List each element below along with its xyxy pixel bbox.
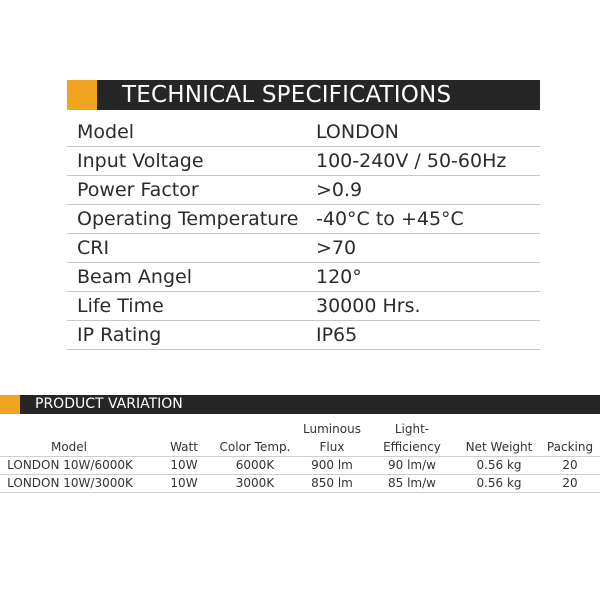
column-header-watt: Watt: [170, 440, 198, 454]
technical-specifications-title: TECHNICAL SPECIFICATIONS: [122, 82, 452, 108]
spec-label: Model: [77, 121, 135, 143]
spec-row-ip-rating: [67, 321, 540, 350]
cell-net-weight: 0.56 kg: [476, 458, 522, 472]
column-header-light-efficiency: Light- Efficiency: [383, 422, 441, 454]
spec-value: IP65: [316, 324, 358, 346]
header-accent-block: [0, 395, 20, 414]
header-accent-block: [67, 80, 97, 110]
cell-light-efficiency: 85 lm/w: [388, 476, 436, 490]
technical-specifications-header: [67, 80, 540, 110]
spec-value: LONDON: [316, 121, 399, 143]
spec-label: Beam Angel: [77, 266, 192, 288]
column-header-model: Model: [50, 440, 88, 454]
spec-row-model: [67, 118, 540, 147]
product-variation-header: [0, 395, 600, 414]
technical-specifications-table: [67, 118, 540, 350]
column-header-packing: Packing: [546, 440, 594, 454]
column-header-luminous-flux: Luminous Flux: [303, 422, 361, 454]
spec-label: Operating Temperature: [77, 208, 299, 230]
cell-color-temp: 3000K: [235, 476, 275, 490]
spec-row-input-voltage: [67, 147, 540, 176]
spec-row-operating-temperature: [67, 205, 540, 234]
spec-row-power-factor: [67, 176, 540, 205]
cell-model: LONDON 10W/6000K: [7, 458, 133, 472]
cell-color-temp: 6000K: [235, 458, 275, 472]
spec-row-life-time: [67, 292, 540, 321]
product-variation-title: PRODUCT VARIATION: [35, 396, 183, 412]
spec-value: 120°: [316, 266, 362, 288]
spec-value: 100-240V / 50-60Hz: [316, 150, 507, 172]
spec-label: IP Rating: [77, 324, 162, 346]
table-row: [0, 475, 600, 493]
cell-luminous-flux: 850 lm: [311, 476, 353, 490]
spec-row-beam-angle: [67, 263, 540, 292]
cell-model: LONDON 10W/3000K: [7, 476, 133, 490]
spec-row-cri: [67, 234, 540, 263]
column-header-color-temp: Color Temp.: [219, 440, 291, 454]
spec-value: -40°C to +45°C: [316, 208, 464, 230]
cell-luminous-flux: 900 lm: [311, 458, 353, 472]
cell-packing: 20: [562, 476, 578, 490]
spec-label: Input Voltage: [77, 150, 204, 172]
cell-watt: 10W: [170, 458, 198, 472]
spec-label: Life Time: [77, 295, 164, 317]
column-header-net-weight: Net Weight: [465, 440, 533, 454]
product-variation-column-headers: [0, 416, 600, 456]
cell-watt: 10W: [170, 476, 198, 490]
spec-label: CRI: [77, 237, 110, 259]
spec-value: >0.9: [316, 179, 363, 201]
cell-light-efficiency: 90 lm/w: [388, 458, 436, 472]
cell-net-weight: 0.56 kg: [476, 476, 522, 490]
table-row: [0, 457, 600, 475]
spec-value: 30000 Hrs.: [316, 295, 421, 317]
spec-label: Power Factor: [77, 179, 199, 201]
spec-value: >70: [316, 237, 357, 259]
cell-packing: 20: [562, 458, 578, 472]
